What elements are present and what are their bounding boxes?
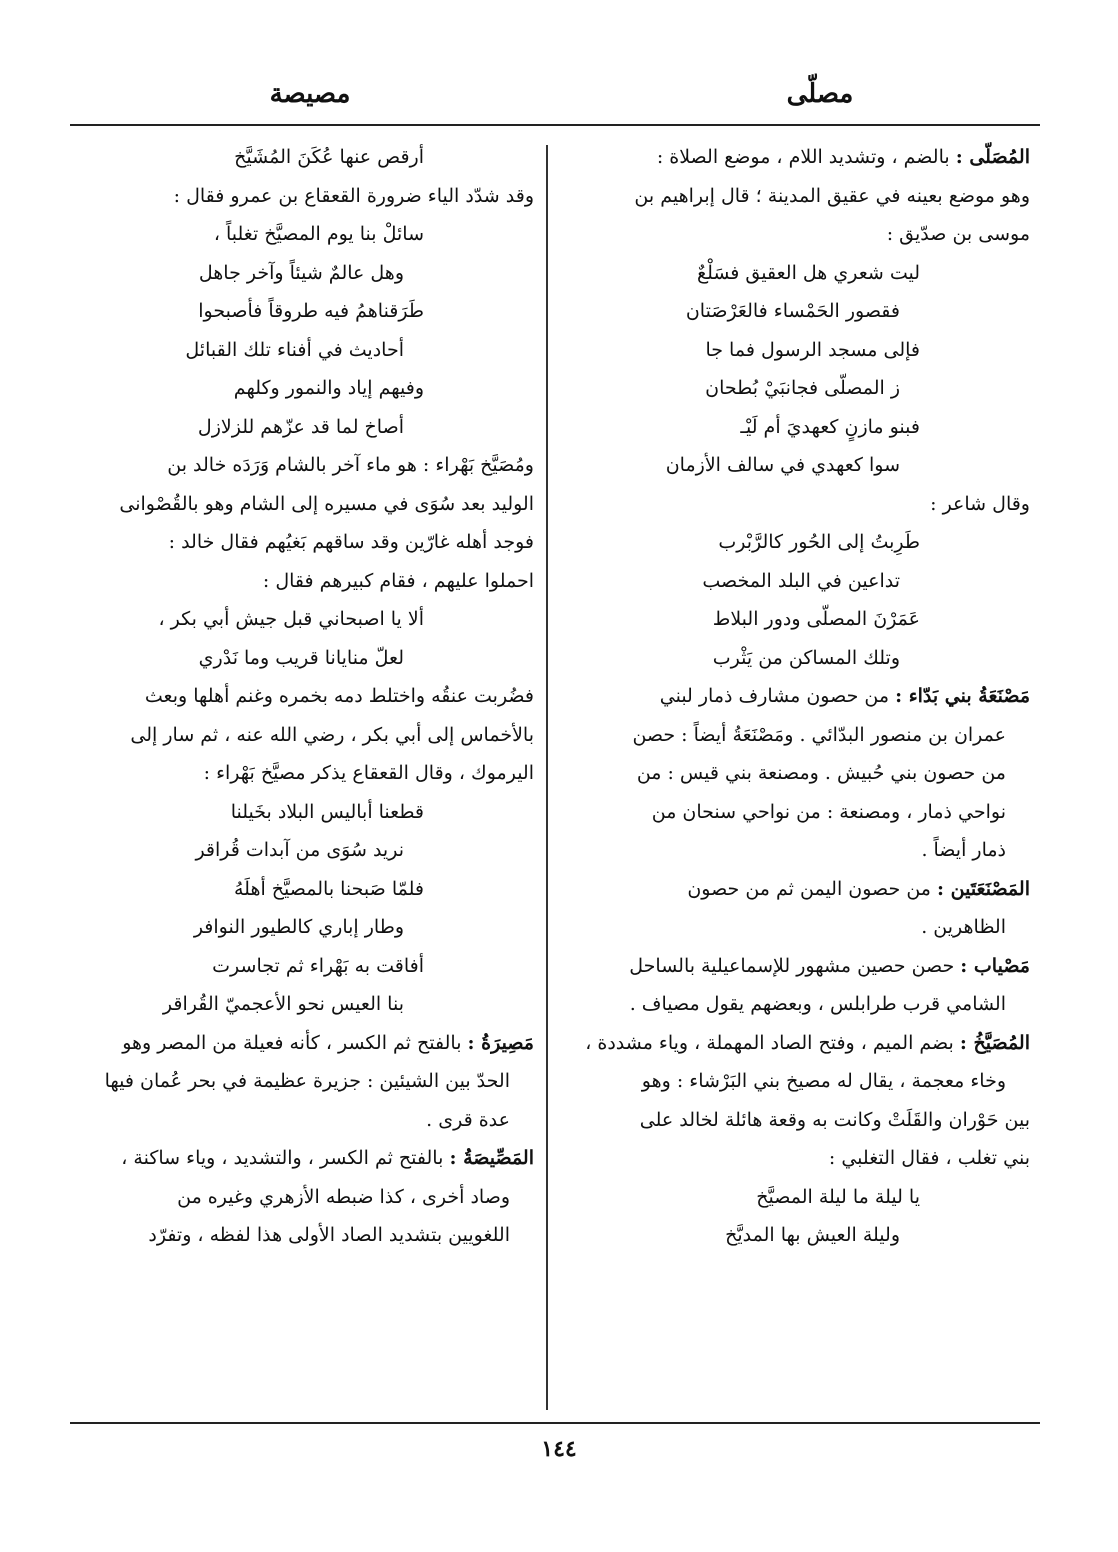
entry-text: بالفتح ثم الكسر ، كأنه فعيلة من المصر وهو	[122, 1031, 468, 1054]
verse-line: وهل عالمٌ شيئاً وآخر جاهل	[198, 261, 404, 284]
dictionary-entry-line	[72, 1024, 534, 1063]
text-line: وخاء معجمة ، يقال له مصيخ بني البَرْشاء : وهو	[641, 1070, 1006, 1092]
header-rule	[70, 124, 1040, 126]
text-line: فضُربت عنقُه واختلط دمه بخمره وغنم أهلها وبعث	[144, 685, 534, 707]
column-divider	[546, 145, 548, 1410]
entry-text: من حصون مشارف ذمار لبني	[659, 685, 896, 707]
right-column	[560, 138, 1030, 1255]
text-line: ومُصَيَّخ بَهْراء : هو ماء آخر بالشام وَرَدَه خالد بن	[167, 454, 534, 476]
entry-headword: مَصْنَعَةُ بني بَدّاء :	[895, 685, 1030, 707]
entry-headword: المَصِّيصَةُ :	[449, 1147, 534, 1169]
verse-line: نريد سُوَى من آبدات قُراقر	[195, 839, 404, 861]
text-line: بين حَوْران والقَلَتْ وكانت به وقعة هائلة لخالد على	[639, 1108, 1030, 1131]
dictionary-entry-line	[72, 1139, 534, 1178]
verse-line: ليت شعري هل العقيق فسَلْعٌ	[696, 261, 920, 284]
verse-line: عَمَرْنَ المصلّى ودور البلاط	[712, 608, 920, 630]
text-line: نواحي ذمار ، ومصنعة : من نواحي سنحان من	[651, 800, 1006, 823]
text-line: الحدّ بين الشيئين : جزيرة عظيمة في بحر عُمان فيها	[104, 1070, 510, 1092]
verse-line: ألا يا اصبحاني قبل جيش أبي بكر ،	[158, 608, 424, 630]
text-line: احملوا عليهم ، فقام كبيرهم فقال :	[262, 569, 534, 592]
text-line: ذمار أيضاً .	[921, 839, 1006, 861]
dictionary-entry-line	[560, 1024, 1030, 1063]
verse-line: تداعين في البلد المخصب	[702, 569, 900, 592]
verse-line: ز المصلّى فجانبَيْ بُطحان	[705, 377, 900, 399]
entry-headword: المَصْنَعَتَين :	[937, 877, 1030, 900]
footer-rule	[70, 1422, 1040, 1424]
text-line: وقد شدّد الياء ضرورة القعقاع بن عمرو فقال :	[173, 184, 534, 207]
text-line: اليرموك ، وقال القعقاع يذكر مصيَّخ بَهْراء :	[203, 762, 534, 784]
page-number: ١٤٤	[541, 1436, 577, 1462]
running-header-right: مصلّى	[786, 79, 854, 109]
text-line: اللغويين بتشديد الصاد الأولى هذا لفظه ، وتفرّد	[148, 1224, 510, 1246]
verse-line: أصاخ لما قد عزّهم للزلازل	[197, 415, 404, 438]
entry-text: من حصون اليمن ثم من حصون	[687, 877, 937, 900]
verse-line: أفاقت به بَهْراء ثم تجاسرت	[212, 954, 424, 977]
verse-line: وتلك المساكن من يَثْرب	[712, 646, 900, 669]
text-line: وقال شاعر :	[930, 492, 1030, 515]
verse-line: أحاديث في أفناء تلك القبائل	[185, 338, 404, 361]
text-line: عدة قرى .	[426, 1108, 510, 1131]
verse-line: فقصور الحَمْساء فالعَرْصَتان	[685, 300, 900, 322]
entry-headword: المُصَيَّخُ :	[959, 1031, 1030, 1054]
verse-line: بنا العيس نحو الأعجميّ القُراقر	[162, 993, 404, 1015]
running-header-left: مصيصة	[269, 79, 351, 109]
verse-line: وطار إباري كالطيور النوافر	[193, 916, 404, 938]
verse-line: طَرِبتُ إلى الحُور كالرَّبْرب	[718, 531, 920, 553]
dictionary-entry-line	[560, 677, 1030, 716]
verse-line: سائلْ بنا يوم المصيَّخ تغلباً ،	[213, 223, 424, 245]
text-line: بني تغلب ، فقال التغلبي :	[828, 1147, 1030, 1169]
text-line: الشامي قرب طرابلس ، وبعضهم يقول مصياف .	[629, 993, 1006, 1015]
text-line: فوجد أهله غارّين وقد ساقهم بَغيُهم فقال خالد :	[168, 531, 534, 553]
verse-line: وليلة العيش بها المديَّخ	[725, 1224, 900, 1246]
entry-text: بالفتح ثم الكسر ، والتشديد ، وياء ساكنة ،	[121, 1147, 450, 1169]
left-column	[72, 138, 534, 1255]
entry-text: حصن حصين مشهور للإسماعيلية بالساحل	[629, 954, 961, 977]
dictionary-entry-line	[560, 138, 1030, 177]
verse-line: فبنو مازنٍ كعهديَ أم لَيْـ	[740, 415, 920, 438]
entry-headword: مَصِيرَةُ :	[467, 1031, 534, 1054]
text-line: الظاهرين .	[921, 916, 1006, 938]
entry-headword: مَصْياب :	[960, 954, 1030, 977]
text-line: الوليد بعد سُوَى في مسيره إلى الشام وهو بالقُصْوانى	[119, 492, 534, 515]
verse-line: فإلى مسجد الرسول فما جا	[705, 338, 920, 361]
verse-line: فلمّا صَبحنا بالمصيَّخ أهلَهُ	[233, 877, 424, 900]
verse-line: أرقص عنها عُكَنَ المُشَيَّخ	[234, 146, 424, 168]
text-line: وهو موضع بعينه في عقيق المدينة ؛ قال إبراهيم بن	[634, 184, 1030, 207]
text-line: عمران بن منصور البدّائي . ومَصْنَعَةُ أيضاً : حصن	[632, 723, 1006, 746]
text-line: موسى بن صدّيق :	[886, 223, 1030, 245]
text-line: وصاد أخرى ، كذا ضبطه الأزهري وغيره من	[177, 1185, 510, 1208]
entry-headword: المُصَلّى :	[955, 146, 1030, 168]
verse-line: وفيهم إياد والنمور وكلهم	[233, 377, 424, 399]
verse-line: سوا كعهدي في سالف الأزمان	[665, 454, 900, 476]
verse-line: يا ليلة ما ليلة المصيَّخ	[756, 1185, 920, 1208]
verse-line: طَرَقناهمُ فيه طروقاً فأصبحوا	[198, 300, 424, 322]
verse-line: قطعنا أباليس البلاد بخَيلنا	[230, 800, 424, 823]
dictionary-entry-line	[560, 870, 1030, 909]
entry-text: بالضم ، وتشديد اللام ، موضع الصلاة :	[656, 146, 956, 168]
text-line: من حصون بني حُبيش . ومصنعة بني قيس : من	[636, 762, 1006, 784]
dictionary-entry-line	[560, 947, 1030, 986]
entry-text: بضم الميم ، وفتح الصاد المهملة ، وياء مشددة ،	[585, 1031, 960, 1054]
verse-line: لعلّ منايانا قريب وما نَدْري	[198, 646, 404, 669]
text-line: بالأخماس إلى أبي بكر ، رضي الله عنه ، ثم سار إلى	[130, 723, 534, 746]
